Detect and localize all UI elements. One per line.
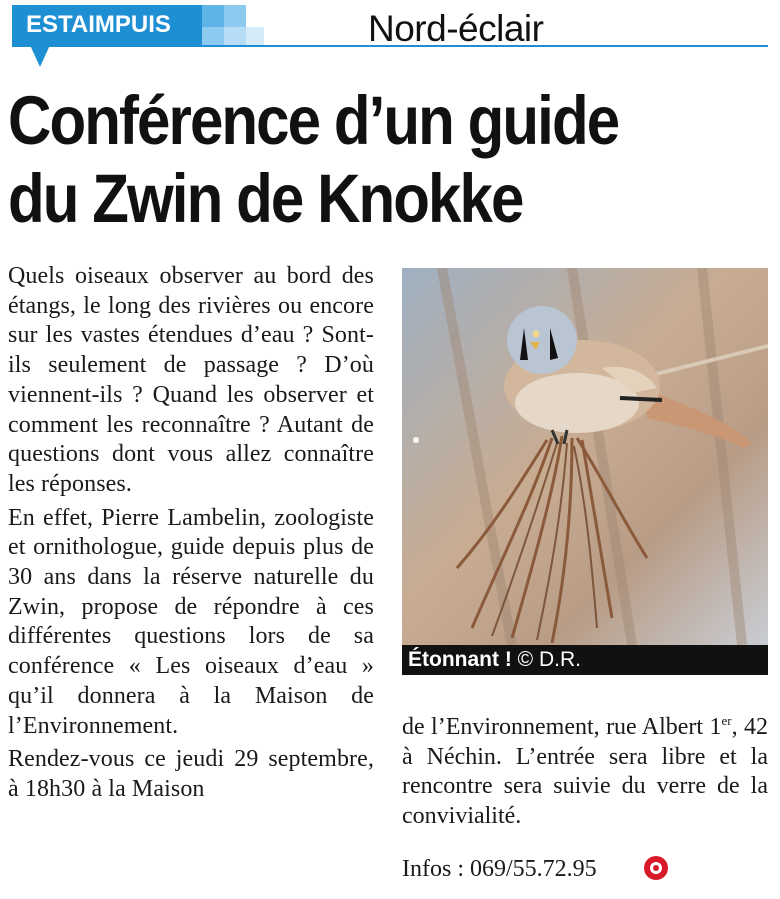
- paragraph-speaker: En effet, Pierre Lambelin, zoologiste et ornithologue, guide depuis plus de 30 ans dans la réserve naturelle du Zwin, propose de répondre à ces différentes questions lors de sa conférence « Les oiseaux d’eau » qu’il donnera à la Maison de l’Environnement.: [8, 504, 374, 739]
- article-column-right: [402, 706, 768, 832]
- section-rubric-label: ESTAIMPUIS: [26, 11, 171, 38]
- headline-line-1: Conférence d’un guide: [8, 82, 619, 159]
- newspaper-name: Nord-éclair: [368, 8, 544, 49]
- venue-text-end: , 42 à Néchin. L’entrée sera libre et la rencontre sera suivie du verre de la convivialité.: [402, 714, 769, 830]
- photo-caption-credit: © D.R.: [517, 648, 581, 671]
- section-rubric: [12, 5, 202, 45]
- photo-caption: [402, 645, 768, 675]
- headline-line-2: du Zwin de Knokke: [8, 160, 523, 237]
- venue-text-start: de l’Environnement, rue Albert 1: [402, 714, 722, 740]
- info-phone-line: Infos : 069/55.72.95: [402, 856, 597, 882]
- article-photo-bearded-reedling: [402, 268, 768, 645]
- paragraph-appointment: Rendez-vous ce jeudi 29 septembre, à 18h30 à la Maison: [8, 746, 374, 802]
- article-column-left: [8, 262, 374, 809]
- rubric-squares-decoration: [202, 5, 272, 45]
- paragraph-intro: Quels oiseaux observer au bord des étangs, le long des rivières ou encore sur les vastes étendues d’eau ? Sont-ils seulement de passage ? D’où viennent-ils ? Quand les observer et comment les reconnaître ? Autant de questions dont vous allez connaître les réponses.: [8, 263, 374, 497]
- photo-caption-title: Étonnant !: [408, 648, 512, 671]
- article-headline: [8, 82, 774, 238]
- ordinal-superscript: er: [721, 713, 732, 728]
- bird-on-reed-illustration: [402, 268, 768, 645]
- rubric-pointer-decoration: [30, 45, 50, 67]
- paragraph-venue: [402, 706, 768, 832]
- end-of-article-target-icon: [644, 856, 668, 880]
